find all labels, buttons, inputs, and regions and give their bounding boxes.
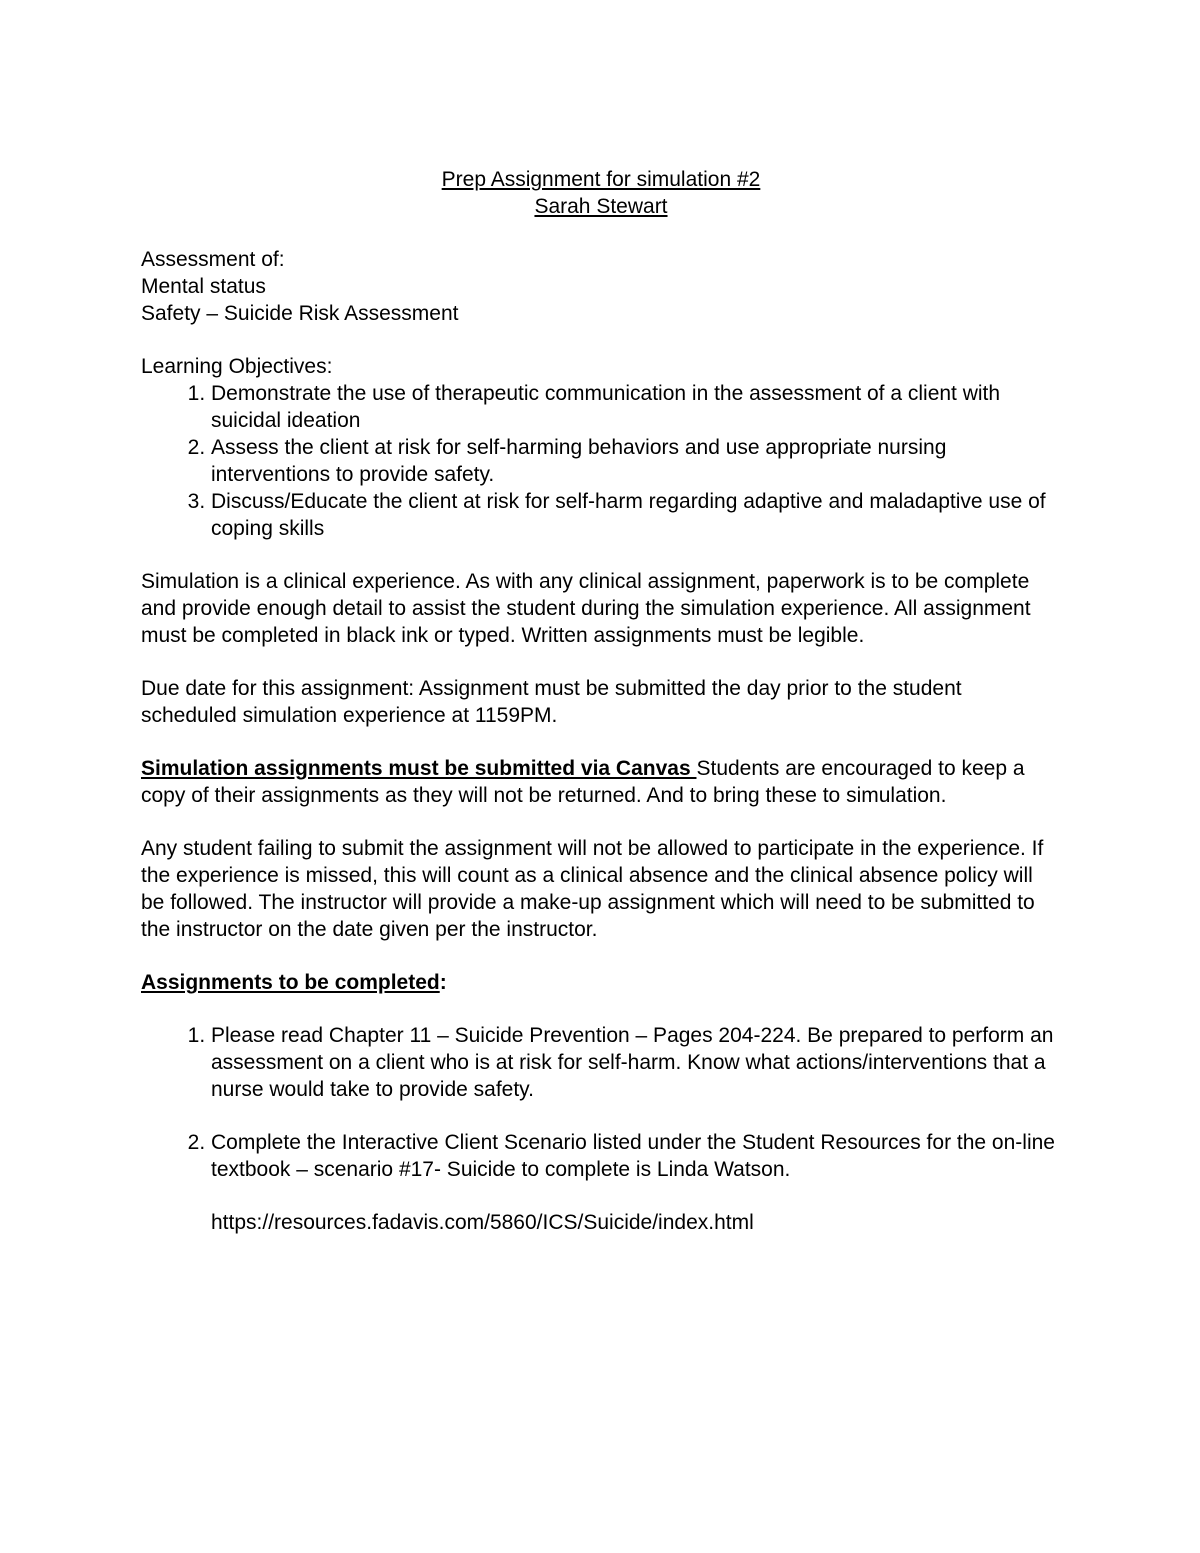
submission-paragraph — [141, 755, 1061, 809]
objective-item: 1. Demonstrate the use of therapeutic communication in the assessment of a client with suicidal ideation — [211, 380, 1061, 434]
assignments-heading-colon: : — [439, 971, 447, 994]
objective-item: 3. Discuss/Educate the client at risk for self-harm regarding adaptive and maladaptive use of coping skills — [211, 488, 1061, 542]
assessment-section — [141, 246, 1061, 327]
assignments-heading — [141, 969, 1061, 996]
objectives-list — [141, 380, 1061, 542]
assessment-label: Assessment of: — [141, 248, 285, 271]
submission-emphasis: Simulation assignments must be submitted via Canvas — [141, 757, 697, 780]
due-date-paragraph: Due date for this assignment: Assignment must be submitted the day prior to the student scheduled simulation experience at 1159PM. — [141, 677, 962, 727]
failing-paragraph: Any student failing to submit the assignment will not be allowed to participate in the experience. If the experience is missed, this will count as a clinical absence and the clinical absence policy will be followed. The instructor will provide a make-up assignment which will need to be submitted to the instructor on the date given per the instructor. — [141, 837, 1044, 941]
assignment-item: 1. Please read Chapter 11 – Suicide Prevention – Pages 204-224. Be prepared to perform an assessment on a client who is at risk for self-harm. Know what actions/interventions that a nurse would take to provide safety. — [211, 1022, 1061, 1103]
assessment-item: Mental status — [141, 275, 266, 298]
assignment-item — [211, 1129, 1061, 1236]
scenario-url-link[interactable]: https://resources.fadavis.com/5860/ICS/Suicide/index.html — [211, 1211, 754, 1234]
objective-item: 2. Assess the client at risk for self-harming behaviors and use appropriate nursing interventions to provide safety. — [211, 434, 1061, 488]
objectives-label: Learning Objectives: — [141, 355, 333, 378]
assignments-section — [141, 969, 1061, 1236]
document-body — [141, 166, 1061, 1236]
assignment-item-text: Complete the Interactive Client Scenario listed under the Student Resources for the on-line textbook – scenario #17- Suicide to complete is Linda Watson. — [211, 1131, 1055, 1181]
objectives-section — [141, 353, 1061, 542]
simulation-paragraph: Simulation is a clinical experience. As with any clinical assignment, paperwork is to be complete and provide enough detail to assist the student during the simulation experience. All assignment must be completed in black ink or typed. Written assignments must be legible. — [141, 570, 1031, 647]
document-title: Prep Assignment for simulation #2 — [441, 168, 761, 191]
submission-text: Students are encouraged to keep a copy of their assignments as they will not be returned. And to bring these to simulation. — [141, 757, 1025, 807]
assignments-list — [141, 1022, 1061, 1236]
assessment-item: Safety – Suicide Risk Assessment — [141, 302, 459, 325]
document-author: Sarah Stewart — [534, 195, 668, 218]
assignments-heading-text: Assignments to be completed — [141, 971, 440, 994]
